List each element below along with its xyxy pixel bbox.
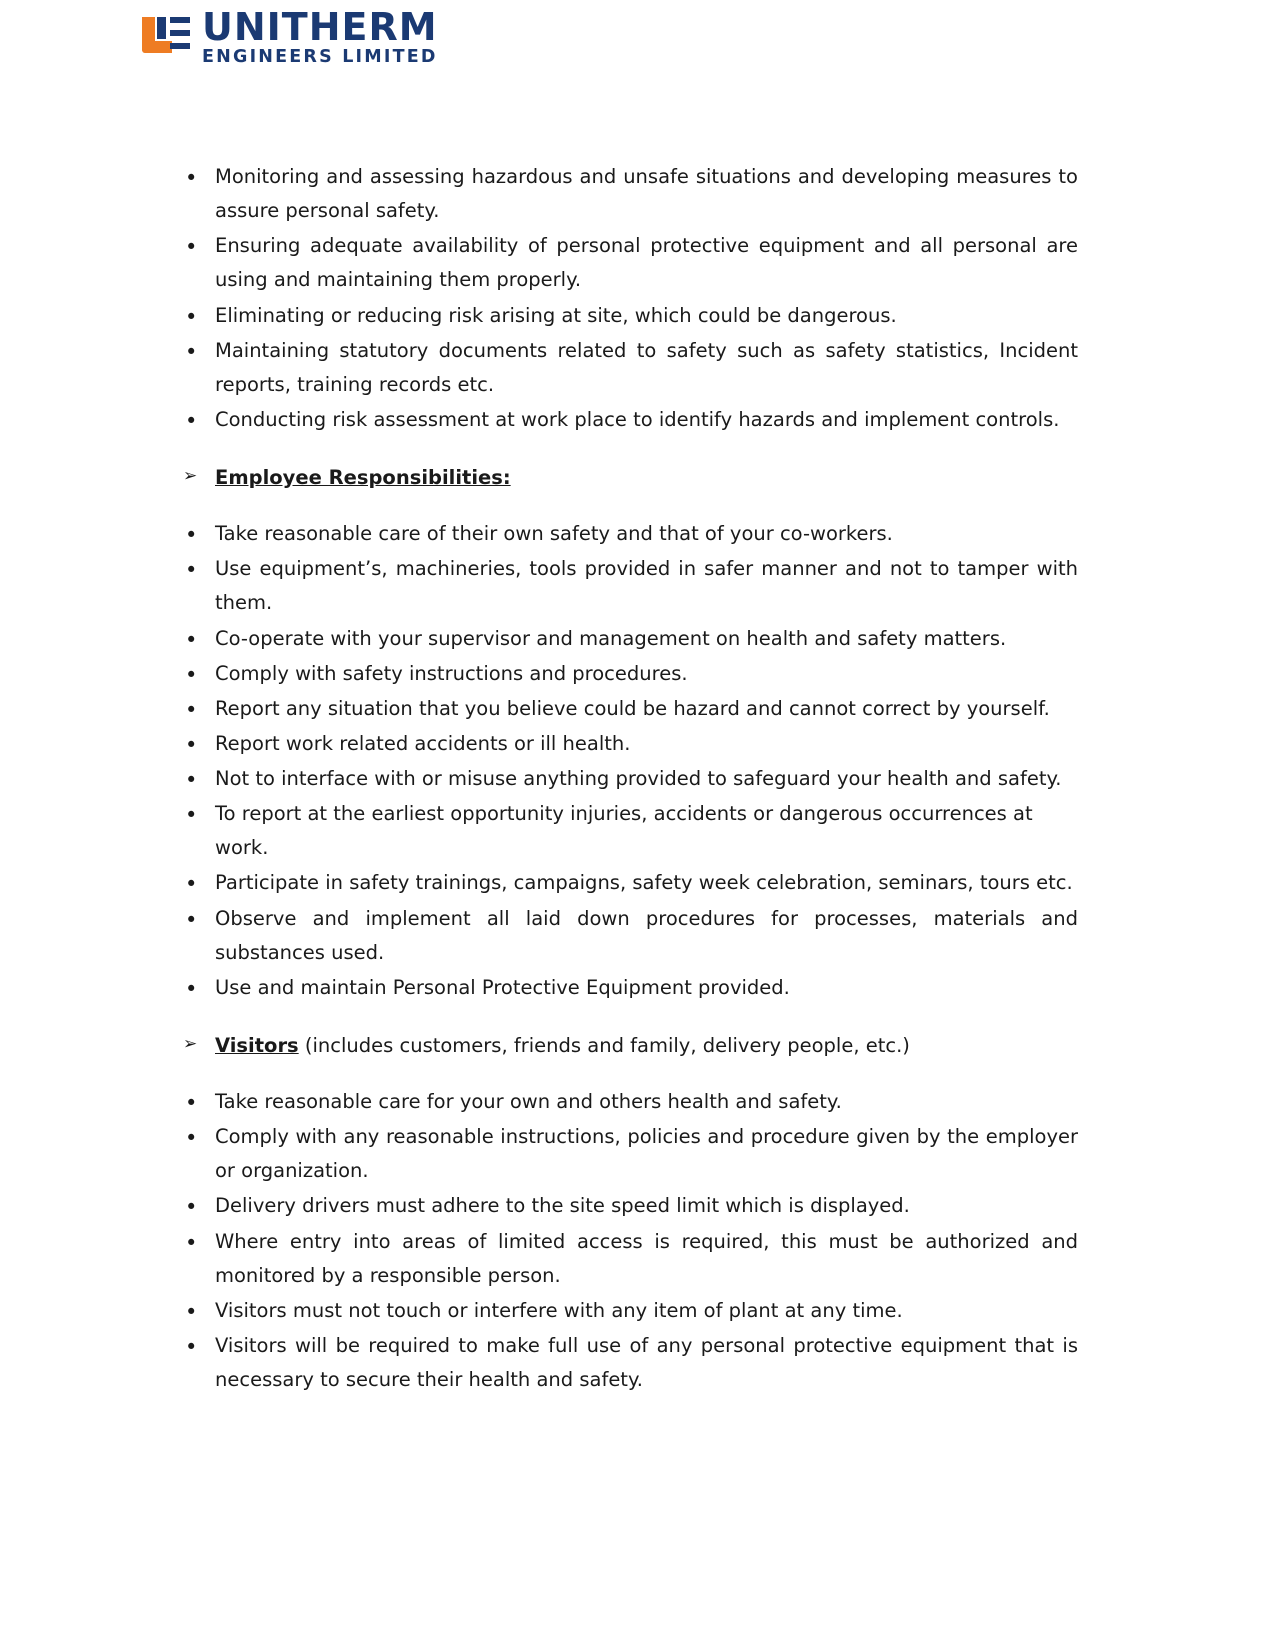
list-item: • Conducting risk assessment at work place to identify hazards and implement controls. [173,403,1078,437]
list-item: • Take reasonable care for your own and others health and safety. [173,1085,1078,1119]
company-logo [140,5,438,67]
section-heading-note: (includes customers, friends and family, delivery people, etc.) [298,1033,910,1057]
list-item: • Report work related accidents or ill health. [173,727,1078,761]
list-item: • Comply with safety instructions and procedures. [173,657,1078,691]
logo-title: UNITHERM [202,5,438,49]
logo-subtitle: ENGINEERS LIMITED [202,47,438,67]
document-body [173,160,1078,1398]
list-item: • Observe and implement all laid down procedures for processes, materials and substances used. [173,902,1078,970]
list-item: • Where entry into areas of limited access is required, this must be authorized and monitored by a responsible person. [173,1225,1078,1293]
list-item: • Monitoring and assessing hazardous and unsafe situations and developing measures to assure personal safety. [173,160,1078,228]
list-item: • Ensuring adequate availability of personal protective equipment and all personal are using and maintaining them properly. [173,229,1078,297]
list-item: • Use equipment’s, machineries, tools provided in safer manner and not to tamper with them. [173,552,1078,620]
section-heading-employee-responsibilities [173,461,1078,495]
list-item: • Visitors will be required to make full use of any personal protective equipment that is necessary to secure their health and safety. [173,1329,1078,1397]
top-bullet-list [173,160,1078,437]
unitherm-ue-monogram-icon [140,11,192,63]
list-item: • Use and maintain Personal Protective Equipment provided. [173,971,1078,1005]
logo-wordmark [202,5,438,67]
section-heading-visitors [173,1029,1078,1063]
list-item: • To report at the earliest opportunity injuries, accidents or dangerous occurrences at work. [173,797,1078,865]
list-item: • Visitors must not touch or interfere with any item of plant at any time. [173,1294,1078,1328]
list-item: • Eliminating or reducing risk arising at site, which could be dangerous. [173,299,1078,333]
employee-responsibilities-list [173,517,1078,1005]
list-item: • Delivery drivers must adhere to the site speed limit which is displayed. [173,1189,1078,1223]
list-item: • Not to interface with or misuse anything provided to safeguard your health and safety. [173,762,1078,796]
visitors-list [173,1085,1078,1397]
list-item: • Comply with any reasonable instructions, policies and procedure given by the employer or organization. [173,1120,1078,1188]
section-heading-label: Visitors [215,1033,299,1057]
section-heading-label: Employee Responsibilities: [215,466,511,489]
list-item: • Take reasonable care of their own safety and that of your co-workers. [173,517,1078,551]
list-item: • Maintaining statutory documents related to safety such as safety statistics, Incident reports, training records etc. [173,334,1078,402]
list-item: • Report any situation that you believe could be hazard and cannot correct by yourself. [173,692,1078,726]
list-item: • Participate in safety trainings, campaigns, safety week celebration, seminars, tours etc. [173,866,1078,900]
list-item: • Co-operate with your supervisor and management on health and safety matters. [173,622,1078,656]
